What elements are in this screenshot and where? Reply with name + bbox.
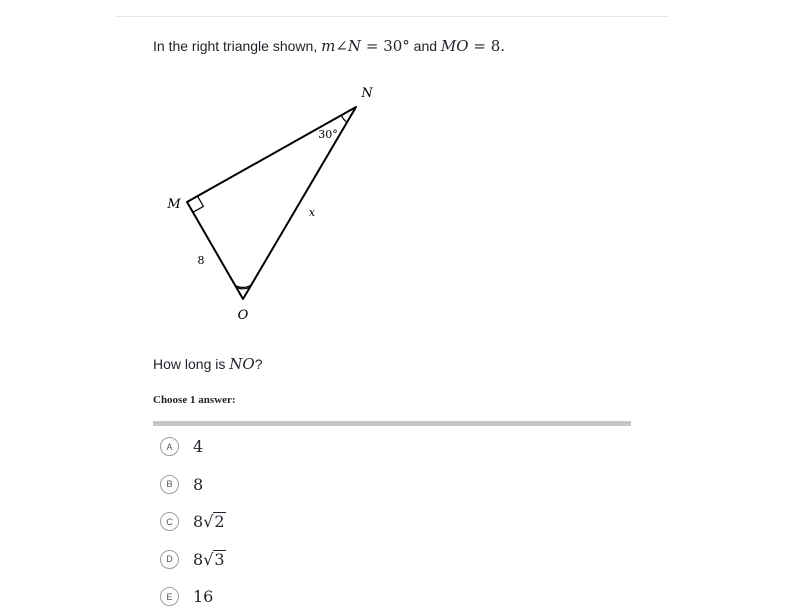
angle-label-30: 30° [318, 128, 338, 141]
question-conjunction: and [413, 38, 438, 54]
choose-label: Choose 1 answer: [153, 394, 236, 406]
vertex-label-O: O [237, 308, 249, 323]
ask-segment: NO [229, 355, 255, 373]
choice-c[interactable] [160, 503, 630, 541]
choice-value-a: 4 [193, 437, 204, 457]
answer-choices [160, 428, 630, 616]
ask-prefix: How long is [153, 356, 226, 372]
choice-letter-c: C [160, 512, 179, 531]
sqrt-icon: √ [203, 549, 214, 569]
choice-letter-a: A [160, 437, 179, 456]
choice-d[interactable] [160, 541, 630, 579]
vertex-label-N: N [361, 86, 373, 101]
choice-letter-b: B [160, 475, 179, 494]
angle-marker-N [341, 115, 347, 122]
triangle-figure [150, 78, 410, 338]
side-label-x: x [308, 206, 316, 219]
sqrt-icon: √ [203, 512, 214, 532]
choice-value-d: 8 √ 3 [193, 549, 225, 569]
ask-text [153, 354, 263, 374]
vertex-label-M: M [167, 197, 181, 212]
choice-b[interactable] [160, 466, 630, 504]
ask-suffix: ? [254, 356, 263, 372]
side-label-MO: 8 [197, 254, 205, 267]
choice-value-c: 8 √ 2 [193, 512, 225, 532]
choice-e[interactable] [160, 578, 630, 616]
choice-value-b: 8 [193, 474, 204, 494]
choice-a[interactable] [160, 428, 630, 466]
choice-value-e: 16 [193, 587, 214, 607]
question-segment-expression: MO = 8. [440, 37, 506, 55]
choices-top-bar [153, 421, 631, 426]
question-text [153, 36, 505, 56]
top-divider [116, 16, 669, 17]
choice-letter-d: D [160, 550, 179, 569]
question-prefix: In the right triangle shown, [153, 38, 318, 54]
choice-letter-e: E [160, 587, 179, 606]
question-angle-expression: m∠N = 30° [321, 37, 410, 55]
